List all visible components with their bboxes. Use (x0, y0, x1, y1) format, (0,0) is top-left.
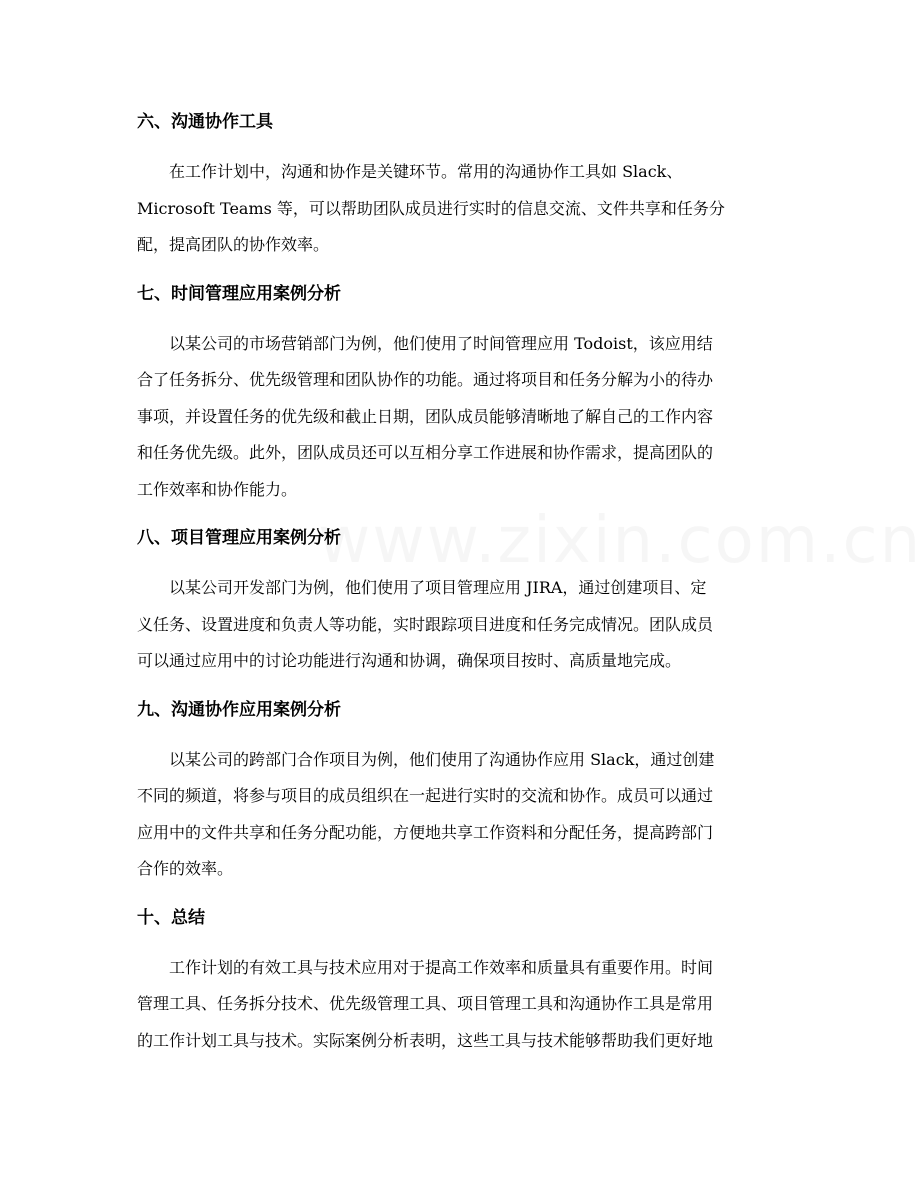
section-heading: 六、沟通协作工具 (137, 112, 273, 132)
paragraph-line: 合了任务拆分、优先级管理和团队协作的功能。通过将项目和任务分解为小的待办 (137, 370, 714, 389)
paragraph-line: 和任务优先级。此外，团队成员还可以互相分享工作进展和协作需求，提高团队的 (137, 443, 714, 462)
section-paragraph (137, 950, 787, 1060)
paragraph-line: 义任务、设置进度和负责人等功能，实时跟踪项目进度和任务完成情况。团队成员 (137, 614, 714, 634)
paragraph-line: 应用中的文件共享和任务分配功能，方便地共享工作资料和分配任务，提高跨部门 (137, 822, 714, 842)
section-heading: 七、时间管理应用案例分析 (137, 283, 341, 304)
document-body (137, 105, 787, 1059)
paragraph-line: 事项，并设置任务的优先级和截止日期，团队成员能够清晰地了解自己的工作内容 (137, 406, 714, 426)
paragraph-line: 以某公司的跨部门合作项目为例，他们使用了沟通协作应用 Slack，通过创建 (169, 749, 715, 769)
paragraph-line: 不同的频道，将参与项目的成员组织在一起进行实时的交流和协作。成员可以通过 (137, 786, 714, 805)
paragraph-line: 工作效率和协作能力。 (137, 479, 298, 499)
paragraph-line: 的工作计划工具与技术。实际案例分析表明，这些工具与技术能够帮助我们更好地 (137, 1030, 714, 1050)
paragraph-line: 以某公司的市场营销部门为例，他们使用了时间管理应用 Todoist，该应用结 (169, 333, 713, 353)
paragraph-line: 可以通过应用中的讨论功能进行沟通和协调，确保项目按时、高质量地完成。 (137, 651, 682, 670)
paragraph-line: Microsoft Teams 等，可以帮助团队成员进行实时的信息交流、文件共享和任务分 (137, 198, 725, 218)
paragraph-line: 配，提高团队的协作效率。 (137, 235, 330, 254)
paragraph-line: 在工作计划中，沟通和协作是关键环节。常用的沟通协作工具如 Slack、 (169, 162, 683, 181)
section-heading: 十、总结 (137, 907, 205, 928)
section-heading: 九、沟通协作应用案例分析 (137, 699, 341, 720)
section-paragraph (137, 326, 787, 509)
paragraph-line: 合作的效率。 (137, 859, 234, 878)
section-heading: 八、项目管理应用案例分析 (137, 528, 341, 548)
section-paragraph (137, 742, 787, 888)
paragraph-line: 工作计划的有效工具与技术应用对于提高工作效率和质量具有重要作用。时间 (169, 957, 714, 977)
section-paragraph (137, 154, 787, 264)
paragraph-line: 以某公司开发部门为例，他们使用了项目管理应用 JIRA，通过创建项目、定 (169, 578, 707, 597)
section-paragraph (137, 570, 787, 680)
paragraph-line: 管理工具、任务拆分技术、优先级管理工具、项目管理工具和沟通协作工具是常用 (137, 994, 714, 1013)
